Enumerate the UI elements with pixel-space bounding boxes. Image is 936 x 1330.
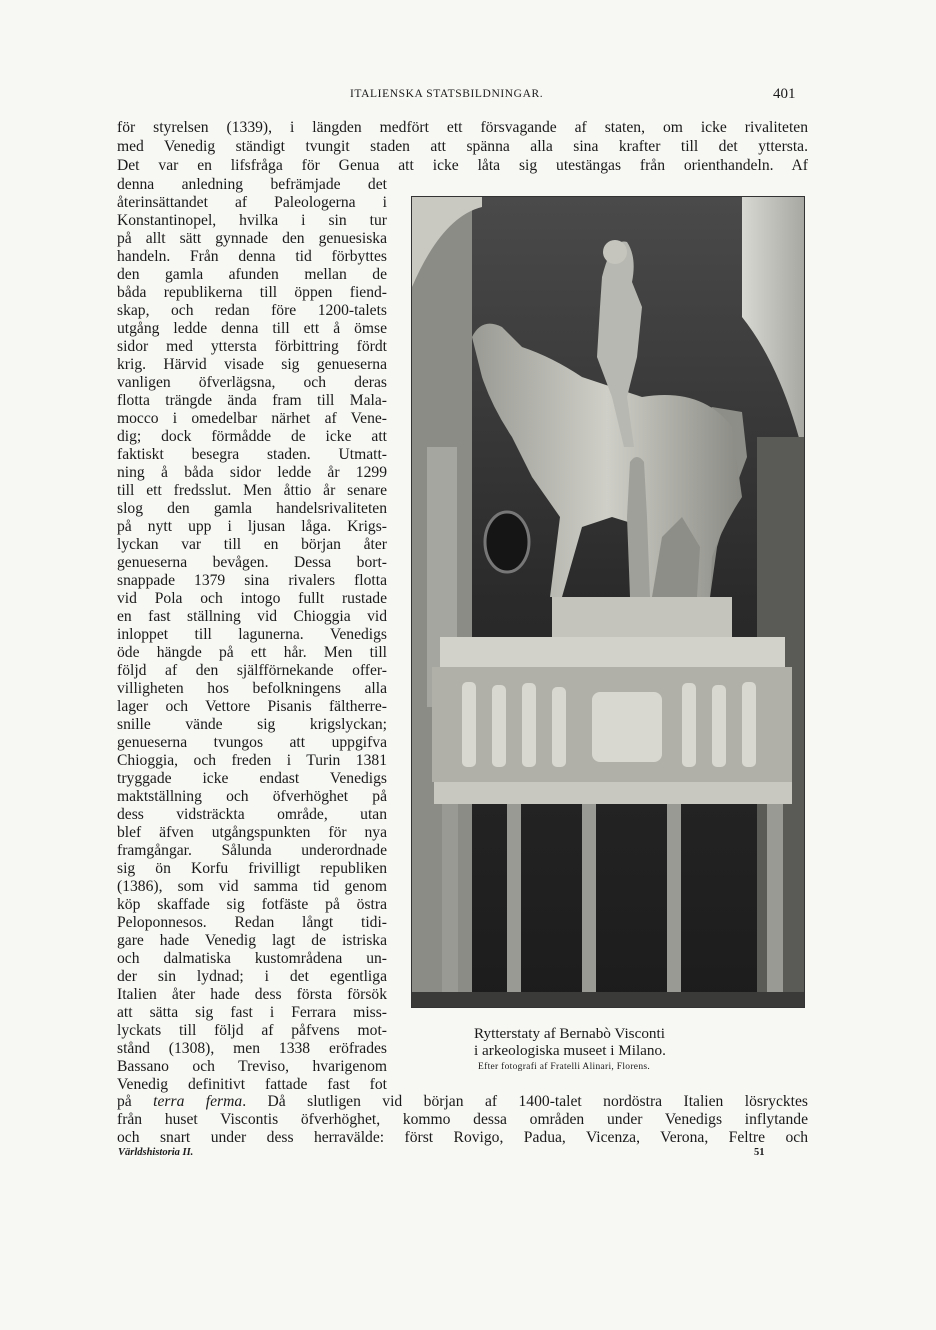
text-line: stånd (1308), men 1338 eröfrades xyxy=(117,1040,387,1057)
text-segment: på xyxy=(117,1093,132,1110)
text-line: lyckats till följd af påfvens mot- xyxy=(117,1022,387,1039)
text-line: för styrelsen (1339), i längden medfört ett försvagande af staten, om icke rivaliteten xyxy=(117,119,808,136)
text-line: sidor med yttersta förbittring fördt xyxy=(117,338,387,355)
text-line: Venedig definitivt fattade fast fot xyxy=(117,1076,387,1093)
text-line: inloppet till lagunerna. Venedigs xyxy=(117,626,387,643)
text-line: tryggade icke endast Venedigs xyxy=(117,770,387,787)
text-line: Chioggia, och freden i Turin 1381 xyxy=(117,752,387,769)
text-line: krig. Härvid visade sig genueserna xyxy=(117,356,387,373)
text-line: genueserna bevågen. Dessa bort- xyxy=(117,554,387,571)
text-line: följd af den själfförnekande offer- xyxy=(117,662,387,679)
footer-book-title: Världshistoria II. xyxy=(118,1147,194,1158)
text-line: båda republikerna till öppen fiend- xyxy=(117,284,387,301)
text-line: mocco i omedelbar närhet af Vene- xyxy=(117,410,387,427)
text-line: blef äfven utgångspunkten för nya xyxy=(117,824,387,841)
text-line: lager och Vettore Pisanis fältherre- xyxy=(117,698,387,715)
text-line: Konstantinopel, hvilka i sin tur xyxy=(117,212,387,229)
text-line: dess vidsträckta område, utan xyxy=(117,806,387,823)
footer-signature-number: 51 xyxy=(754,1147,765,1158)
text-line: den gamla afunden mellan de xyxy=(117,266,387,283)
text-line: sig ön Korfu frivilligt republiken xyxy=(117,860,387,877)
text-line: att sätta sig fast i Ferrara miss- xyxy=(117,1004,387,1021)
text-line: på allt sätt gynnade den genuesiska xyxy=(117,230,387,247)
text-segment: . Då slutligen vid början af 1400-talet nordöstra Italien lösrycktes xyxy=(242,1093,808,1110)
text-line: villigheten hos befolkningens alla xyxy=(117,680,387,697)
text-line: (1386), som vid samma tid genom xyxy=(117,878,387,895)
text-line: öde hängde på ett hår. Men till xyxy=(117,644,387,661)
text-line: ning å båda sidor ledde år 1299 xyxy=(117,464,387,481)
text-line: genueserna tvungos att uppgifva xyxy=(117,734,387,751)
statue-photograph xyxy=(411,196,805,1008)
text-line: lyckan var till en början åter xyxy=(117,536,387,553)
text-line: faktiskt besegra staden. Utmatt- xyxy=(117,446,387,463)
text-line: maktställning och öfverhöghet på xyxy=(117,788,387,805)
text-line: denna anledning befrämjade det xyxy=(117,176,387,193)
text-line: och dalmatiska kustområdena un- xyxy=(117,950,387,967)
text-line: gare hade Venedig lagt de istriska xyxy=(117,932,387,949)
page-number: 401 xyxy=(773,86,796,102)
photo-credit: Efter fotografi af Fratelli Alinari, Florens. xyxy=(478,1062,651,1072)
caption-line: i arkeologiska museet i Milano. xyxy=(474,1042,666,1059)
header-title: ITALIENSKA STATSBILDNINGAR. xyxy=(350,88,544,100)
text-line: på nytt upp i ljusan låga. Krigs- xyxy=(117,518,387,535)
text-line: flotta trängde ända fram till Mala- xyxy=(117,392,387,409)
text-line: handeln. Från denna tid förbyttes xyxy=(117,248,387,265)
text-line: utgång ledde denna till ett å ömse xyxy=(117,320,387,337)
italic-phrase: terra ferma xyxy=(153,1093,243,1110)
text-line: en fast ställning vid Chioggia vid xyxy=(117,608,387,625)
text-line: dig; dock förmådde de icke att xyxy=(117,428,387,445)
text-line: vid Pola och intogo fullt rustade xyxy=(117,590,387,607)
text-line: Peloponnesos. Redan långt tidi- xyxy=(117,914,387,931)
text-line: och snart under dess herravälde: först Rovigo, Padua, Vicenza, Verona, Feltre och xyxy=(117,1129,808,1146)
text-line: vanligen öfverlägsna, och deras xyxy=(117,374,387,391)
text-line: Bassano och Treviso, hvarigenom xyxy=(117,1058,387,1075)
text-line: återinsättandet af Paleologerna i xyxy=(117,194,387,211)
text-line: snille vände sig krigslyckan; xyxy=(117,716,387,733)
text-line: med Venedig ständigt tvungit staden att spänna alla sina krafter till det yttersta. xyxy=(117,138,808,155)
text-line: der sin lydnad; i det egentliga xyxy=(117,968,387,985)
text-line: till ett fredsslut. Men åttio år senare xyxy=(117,482,387,499)
text-line: Det var en lifsfråga för Genua att icke låta sig utestängas från orienthandeln. Af xyxy=(117,157,808,174)
text-line: skap, och redan före 1200-talets xyxy=(117,302,387,319)
text-line: slog den gamla handelsrivaliteten xyxy=(117,500,387,517)
text-line: framgångar. Sålunda underordnade xyxy=(117,842,387,859)
caption-line: Rytterstaty af Bernabò Visconti xyxy=(474,1025,665,1042)
text-line: Italien åter hade dess första försök xyxy=(117,986,387,1003)
text-line: från huset Viscontis öfverhöghet, kommo dessa områden under Venedigs inflytande xyxy=(117,1111,808,1128)
equestrian-statue-illustration xyxy=(412,197,804,1007)
caption-text xyxy=(474,1025,666,1059)
text-line xyxy=(117,1093,808,1111)
text-line: köp skaffade sig fotfäste på östra xyxy=(117,896,387,913)
text-line: snappade 1379 sina rivalers flotta xyxy=(117,572,387,589)
